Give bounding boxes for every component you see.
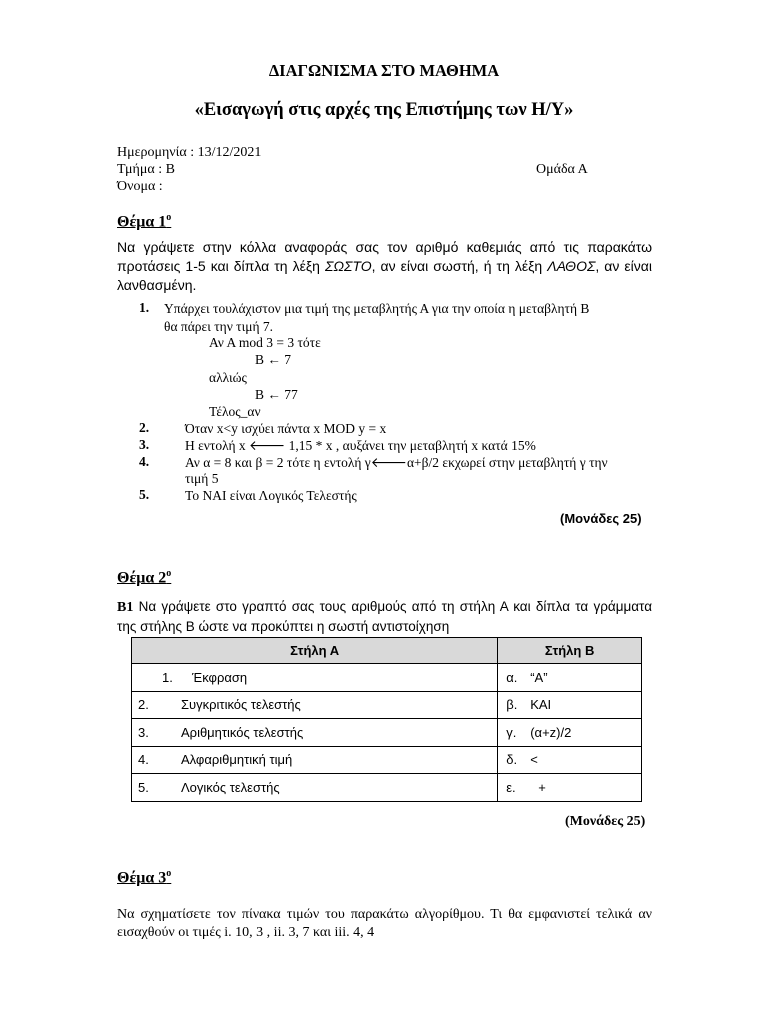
theme3-heading	[117, 868, 171, 887]
q1-code-assign7: Β ← 7	[255, 352, 292, 367]
q5-number: 5.	[139, 487, 150, 502]
column-b-cell	[498, 774, 642, 802]
column-b-letter: α.	[506, 669, 518, 685]
column-a-number: 5.	[138, 779, 149, 795]
table-row	[132, 746, 642, 774]
q4-line2: τιμή 5	[185, 471, 219, 486]
theme1-intro-part1: Να γράψετε στην κόλλα αναφοράς σας τον αριθμό καθεμιάς από τις παρακάτω προτάσεις 1-5 και δίπλα τη λέξη	[117, 239, 652, 274]
matching-table	[131, 637, 642, 802]
column-a-number: 1.	[162, 669, 173, 685]
column-a-text: Συγκριτικός τελεστής	[181, 697, 301, 713]
table-row	[132, 691, 642, 719]
column-a-cell	[132, 664, 498, 692]
column-a-cell	[132, 691, 498, 719]
column-a-number: 4.	[138, 752, 149, 768]
column-a-number: 3.	[138, 724, 149, 740]
theme2-heading-sup: ο	[166, 568, 172, 579]
column-b-cell	[498, 719, 642, 747]
theme3-heading-text: Θέμα 3	[117, 869, 167, 887]
theme1-intro-wrong: ΛΑΘΟΣ	[547, 258, 596, 274]
theme2-instructions	[117, 597, 652, 636]
column-b-letter: γ.	[506, 724, 517, 740]
column-b-letter: δ.	[506, 752, 518, 768]
column-a-cell	[132, 719, 498, 747]
theme2-intro-text: Να γράψετε στο γραπτό σας τους αριθμούς από τη στήλη Α και δίπλα τα γράμματα της στήλης Β ώστε να προκύπτει η σωστή αντιστοίχηση	[117, 599, 652, 634]
column-a-text: Λογικός τελεστής	[181, 779, 280, 795]
q3-number: 3.	[139, 437, 150, 452]
exam-title: ΔΙΑΓΩΝΙΣΜΑ ΣΤΟ ΜΑΘΗΜΑ	[268, 61, 500, 80]
column-b-text: +	[538, 779, 546, 795]
q1-code-assign77: Β ← 77	[255, 387, 298, 402]
q2-number: 2.	[139, 420, 150, 435]
theme1-instructions	[117, 238, 652, 295]
theme2-points: (Μονάδες 25)	[565, 814, 646, 829]
column-b-cell	[498, 691, 642, 719]
q1-line2: θα πάρει την τιμή 7.	[164, 319, 274, 334]
theme2-heading	[117, 568, 171, 587]
q1-line1: Υπάρχει τουλάχιστον μια τιμή της μεταβλητής Α για την οποία η μεταβλητή Β	[164, 301, 590, 316]
exam-date: Ημερομηνία : 13/12/2021	[117, 145, 262, 160]
column-b-cell	[498, 664, 642, 692]
q4-number: 4.	[139, 454, 150, 469]
q1-code-endif: Τέλος_αν	[209, 404, 261, 419]
theme1-heading	[117, 212, 171, 231]
exam-group: Ομάδα Α	[536, 162, 588, 177]
theme1-intro-part2: , αν είναι σωστή, ή τη λέξη	[371, 258, 548, 274]
column-a-text: Αλφαριθμητική τιμή	[181, 752, 293, 768]
column-a-header: Στήλη Α	[132, 638, 498, 664]
q1-code-else: αλλιώς	[209, 370, 247, 385]
column-b-text: ΚΑΙ	[530, 697, 552, 713]
column-b-header: Στήλη Β	[498, 638, 642, 664]
theme3-instructions: Να σχηματίσετε τον πίνακα τιμών του παρακάτω αλγορίθμου. Τι θα εμφανιστεί τελικά αν εισαχθούν οι τιμές i. 10, 3 , ii. 3, 7 και iii. 4, 4	[117, 907, 652, 940]
column-b-text: <	[530, 752, 538, 768]
column-a-cell	[132, 774, 498, 802]
column-b-letter: β.	[506, 697, 518, 713]
q1-number: 1.	[139, 300, 150, 315]
b1-label: Β1	[117, 600, 134, 615]
q4-line1: Αν α = 8 και β = 2 τότε η εντολή γ🡐α+β/2 εκχωρεί στην μεταβλητή γ την	[185, 455, 608, 470]
course-title: «Εισαγωγή στις αρχές της Επιστήμης των Η/Υ»	[194, 100, 574, 120]
column-b-text: (α+z)/2	[530, 724, 572, 740]
column-a-text: Αριθμητικός τελεστής	[181, 724, 304, 740]
theme1-heading-sup: ο	[166, 212, 172, 223]
table-row	[132, 664, 642, 692]
table-row	[132, 774, 642, 802]
theme2-heading-text: Θέμα 2	[117, 569, 167, 587]
column-b-cell	[498, 746, 642, 774]
column-a-text: Έκφραση	[192, 669, 248, 685]
student-name-label: Όνομα :	[117, 179, 163, 194]
q2-text: Όταν x<y ισχύει πάντα x MOD y = x	[185, 421, 387, 436]
q3-text: Η εντολή x 🡐 1,15 * x , αυξάνει την μεταβλητή x κατά 15%	[185, 438, 536, 453]
column-b-letter: ε.	[506, 779, 516, 795]
column-b-text: “Α”	[530, 669, 548, 685]
theme1-heading-text: Θέμα 1	[117, 213, 167, 231]
matching-table-header	[132, 638, 642, 664]
theme1-intro-correct: ΣΩΣΤΟ	[324, 258, 372, 274]
theme1-intro-part3: , αν είναι λανθασμένη.	[117, 258, 652, 293]
column-a-number: 2.	[138, 697, 149, 713]
theme1-points: (Μονάδες 25)	[560, 511, 642, 526]
q1-code-if: Αν Α mod 3 = 3 τότε	[209, 335, 321, 350]
q5-text: Το ΝΑΙ είναι Λογικός Τελεστής	[185, 488, 357, 503]
exam-section: Τμήμα : Β	[117, 162, 175, 177]
theme3-heading-sup: ο	[166, 868, 172, 879]
column-a-cell	[132, 746, 498, 774]
table-row	[132, 719, 642, 747]
